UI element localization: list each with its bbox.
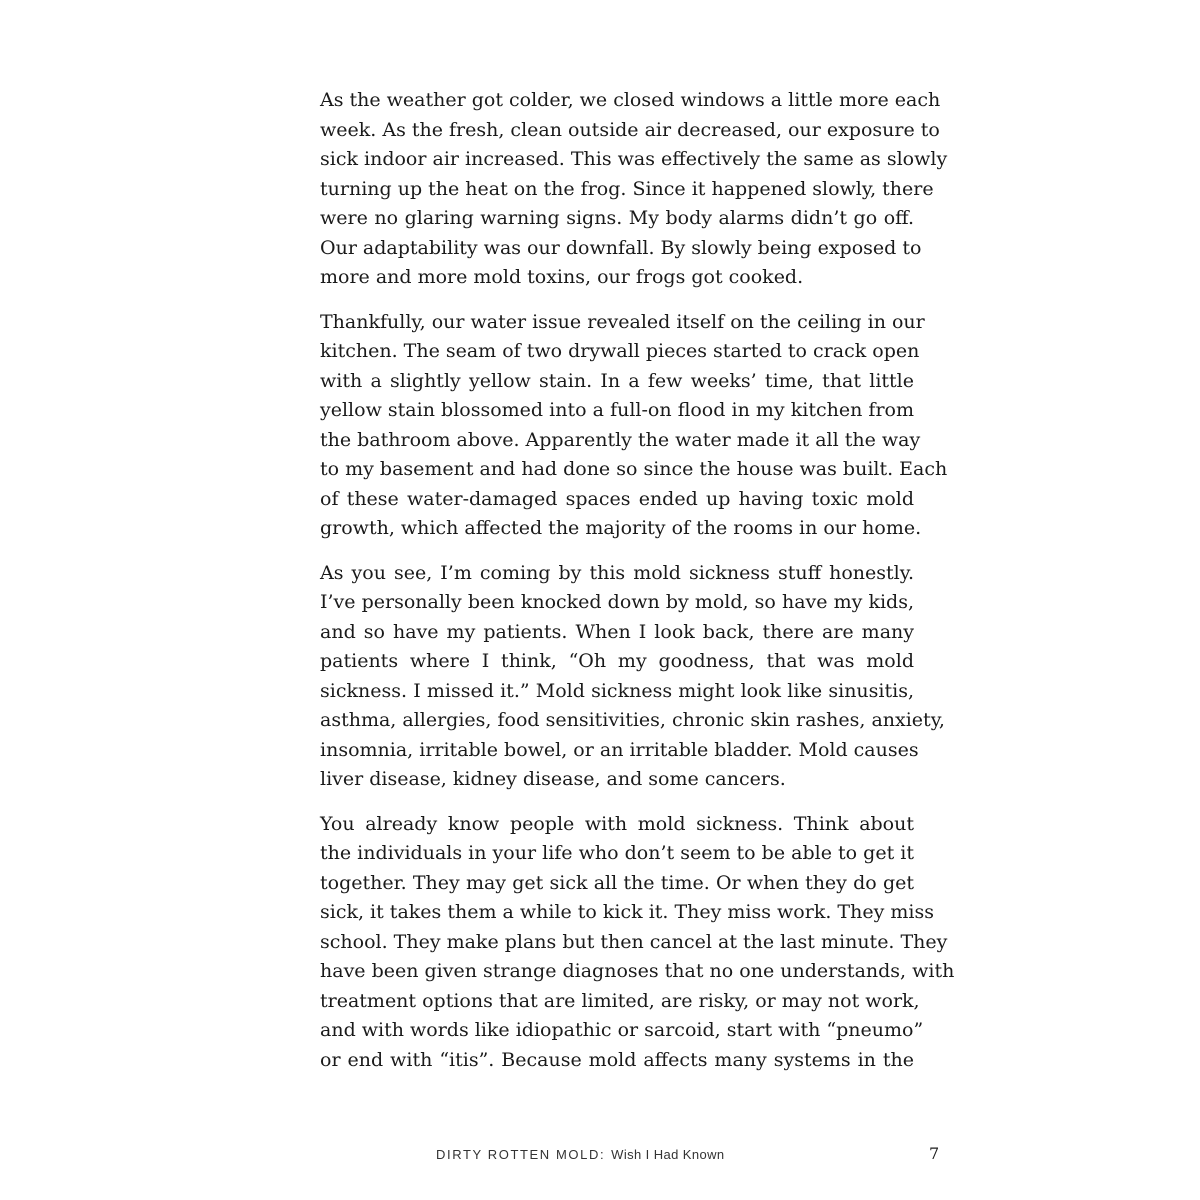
text-line: Thankfully, our water issue revealed itself on the ceiling in our [320, 310, 925, 333]
text-line: As you see, I’m coming by this mold sickness stuff honestly. [320, 561, 914, 584]
paragraph-2 [320, 308, 948, 544]
paragraph-1 [320, 86, 948, 293]
text-line: or end with “itis”. Because mold affects many systems in the [320, 1048, 914, 1071]
text-line: Our adaptability was our downfall. By slowly being exposed to [320, 236, 922, 259]
text-line: week. As the fresh, clean outside air decreased, our exposure to [320, 118, 940, 141]
page-number: 7 [929, 1144, 940, 1163]
text-line: treatment options that are limited, are risky, or may not work, [320, 989, 920, 1012]
text-line: to my basement and had done so since the house was built. Each [320, 458, 948, 480]
text-line: together. They may get sick all the time. Or when they do get [320, 871, 914, 894]
page-footer [0, 1144, 1200, 1171]
running-title [436, 1147, 725, 1162]
body-text [320, 86, 955, 1090]
text-line: turning up the heat on the frog. Since it happened slowly, there [320, 177, 934, 200]
text-line: sick indoor air increased. This was effectively the same as slowly [320, 148, 948, 170]
text-line: kitchen. The seam of two drywall pieces started to crack open [320, 340, 920, 362]
book-subtitle: Wish I Had Known [611, 1147, 725, 1162]
book-title: DIRTY ROTTEN MOLD: [436, 1147, 606, 1162]
text-line: more and more mold toxins, our frogs got cooked. [320, 266, 804, 288]
text-line: the bathroom above. Apparently the water made it all the way [320, 428, 921, 451]
text-line: sick, it takes them a while to kick it. They miss work. They miss [320, 901, 934, 923]
text-line: sickness. I missed it.” Mold sickness might look like sinusitis, [320, 679, 914, 702]
paragraph-4 [320, 810, 955, 1076]
text-line: were no glaring warning signs. My body alarms didn’t go off. [320, 207, 914, 229]
text-line: school. They make plans but then cancel at the last minute. They [320, 930, 948, 953]
text-line: liver disease, kidney disease, and some cancers. [320, 768, 786, 790]
text-line: and with words like idiopathic or sarcoid, start with “pneumo” [320, 1019, 924, 1041]
text-line: I’ve personally been knocked down by mold, so have my kids, [320, 591, 914, 613]
text-line: the individuals in your life who don’t seem to be able to get it [320, 842, 914, 864]
text-line: You already know people with mold sickness. Think about [320, 812, 914, 835]
text-line: asthma, allergies, food sensitivities, chronic skin rashes, anxiety, [320, 709, 945, 731]
text-line: of these water-damaged spaces ended up having toxic mold [320, 487, 914, 510]
text-line: insomnia, irritable bowel, or an irritable bladder. Mold causes [320, 738, 919, 761]
text-line: As the weather got colder, we closed windows a little more each [320, 89, 941, 111]
text-line: yellow stain blossomed into a full-on flood in my kitchen from [320, 399, 914, 421]
text-line: with a slightly yellow stain. In a few weeks’ time, that little [320, 369, 914, 392]
paragraph-3 [320, 559, 945, 795]
text-line: patients where I think, “Oh my goodness, that was mold [320, 650, 914, 672]
text-line: have been given strange diagnoses that no one understands, with [320, 960, 955, 982]
text-line: growth, which affected the majority of the rooms in our home. [320, 517, 922, 539]
text-line: and so have my patients. When I look back, there are many [320, 620, 914, 643]
